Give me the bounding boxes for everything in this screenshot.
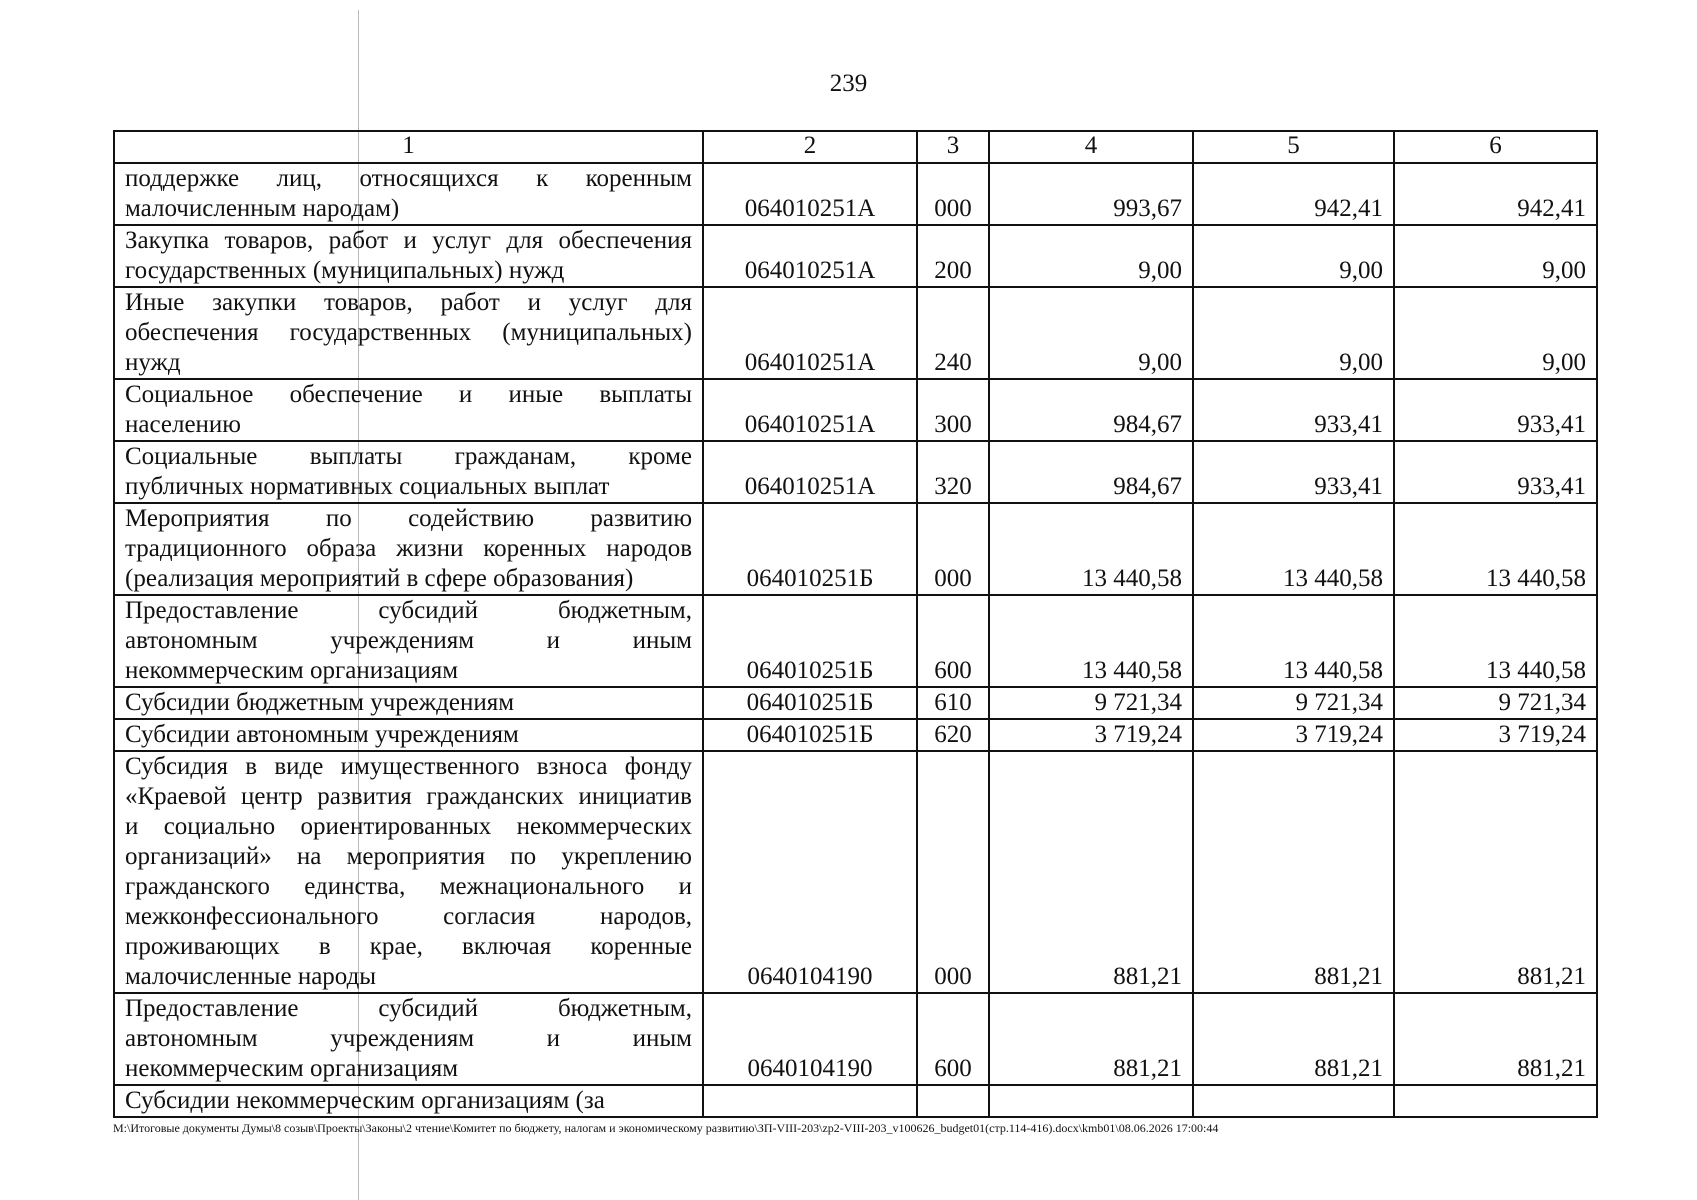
table-row [114, 595, 1597, 687]
description-line: межконфессионального согласия народов, [125, 903, 692, 930]
column-header-4: 4 [989, 131, 1193, 163]
description-line: «Краевой центр развития гражданских инициатив [125, 783, 692, 810]
page-number: 239 [829, 70, 868, 97]
row-target-code: 064010251А [703, 441, 917, 503]
description-line: проживающих в крае, включая коренные [125, 933, 692, 960]
row-expense-type: 320 [917, 441, 989, 503]
description-line: гражданского единства, межнационального и [125, 873, 692, 900]
row-target-code: 064010251А [703, 287, 917, 379]
description-line: населению [125, 411, 241, 438]
table-row [114, 441, 1597, 503]
row-amount-col4: 13 440,58 [989, 595, 1193, 687]
description-line: Предоставление субсидий бюджетным, [125, 995, 692, 1022]
description-line: автономным учреждениям и иным [125, 1025, 692, 1052]
row-amount-col5: 9 721,34 [1193, 687, 1394, 719]
row-amount-col4: 881,21 [989, 993, 1193, 1085]
row-expense-type: 000 [917, 751, 989, 993]
description-line: Субсидии автономным учреждениям [125, 721, 519, 748]
row-amount-col6: 9 721,34 [1394, 687, 1597, 719]
row-description [114, 441, 703, 503]
description-line: Субсидии некоммерческим организациям (за [125, 1087, 605, 1114]
description-line: некоммерческим организациям [125, 657, 459, 684]
table-row [114, 993, 1597, 1085]
description-line: Закупка товаров, работ и услуг для обеспечения [125, 227, 692, 254]
row-amount-col5: 933,41 [1193, 441, 1394, 503]
table-row [114, 503, 1597, 595]
row-expense-type: 610 [917, 687, 989, 719]
description-line: малочисленным народам) [125, 195, 400, 222]
description-line: (реализация мероприятий в сфере образования) [125, 565, 634, 592]
row-amount-col5: 881,21 [1193, 751, 1394, 993]
row-description [114, 595, 703, 687]
row-amount-col6: 881,21 [1394, 993, 1597, 1085]
table-row [114, 287, 1597, 379]
row-target-code: 064010251Б [703, 595, 917, 687]
row-amount-col4: 984,67 [989, 441, 1193, 503]
column-header-6: 6 [1394, 131, 1597, 163]
row-amount-col6: 13 440,58 [1394, 503, 1597, 595]
row-description [114, 379, 703, 441]
row-expense-type: 600 [917, 595, 989, 687]
description-line: некоммерческим организациям [125, 1055, 459, 1082]
row-amount-col5: 13 440,58 [1193, 595, 1394, 687]
description-line: организаций» на мероприятия по укреплению [125, 843, 692, 870]
row-amount-col5: 933,41 [1193, 379, 1394, 441]
row-description [114, 503, 703, 595]
row-description [114, 225, 703, 287]
table-row [114, 1085, 1597, 1117]
row-amount-col6: 881,21 [1394, 751, 1597, 993]
row-amount-col6: 3 719,24 [1394, 719, 1597, 751]
row-amount-col6 [1394, 1085, 1597, 1117]
row-target-code: 064010251Б [703, 687, 917, 719]
row-amount-col4: 9,00 [989, 287, 1193, 379]
row-amount-col5: 9,00 [1193, 287, 1394, 379]
row-amount-col5: 3 719,24 [1193, 719, 1394, 751]
row-expense-type [917, 1085, 989, 1117]
row-expense-type: 620 [917, 719, 989, 751]
description-line: нужд [125, 349, 181, 376]
row-target-code: 064010251А [703, 379, 917, 441]
row-amount-col4: 9 721,34 [989, 687, 1193, 719]
table-row [114, 751, 1597, 993]
column-header-1: 1 [114, 131, 703, 163]
row-target-code: 064010251Б [703, 719, 917, 751]
row-amount-col6: 942,41 [1394, 163, 1597, 225]
description-line: традиционного образа жизни коренных народов [125, 535, 692, 562]
row-description [114, 287, 703, 379]
row-expense-type: 300 [917, 379, 989, 441]
row-amount-col4: 13 440,58 [989, 503, 1193, 595]
row-description [114, 687, 703, 719]
row-expense-type: 000 [917, 163, 989, 225]
row-amount-col4: 3 719,24 [989, 719, 1193, 751]
column-header-2: 2 [703, 131, 917, 163]
description-line: Мероприятия по содействию развитию [125, 505, 692, 532]
description-line: Иные закупки товаров, работ и услуг для [125, 289, 692, 316]
table-row [114, 163, 1597, 225]
row-description [114, 993, 703, 1085]
description-line: обеспечения государственных (муниципальных) [125, 319, 692, 346]
column-header-3: 3 [917, 131, 989, 163]
description-line: малочисленные народы [125, 963, 377, 990]
document-path-footer: M:\Итоговые документы Думы\8 созыв\Проекты\Законы\2 чтение\Комитет по бюджету, налогам и экономическому развитию\ЗП-VIII-203\zp2-VIII-203_v100626_budget01(стр.114-416).docx\kmb01\08.06.2026 17:00:44 [113, 1121, 1219, 1135]
row-amount-col6: 933,41 [1394, 379, 1597, 441]
description-line: публичных нормативных социальных выплат [125, 473, 610, 500]
description-line: Социальное обеспечение и иные выплаты [125, 381, 692, 408]
row-target-code [703, 1085, 917, 1117]
description-line: и социально ориентированных некоммерческих [125, 813, 692, 840]
table-row [114, 379, 1597, 441]
description-line: государственных (муниципальных) нужд [125, 257, 565, 284]
row-amount-col4 [989, 1085, 1193, 1117]
description-line: Субсидии бюджетным учреждениям [125, 689, 515, 716]
row-target-code: 0640104190 [703, 993, 917, 1085]
description-line: Субсидия в виде имущественного взноса фонду [125, 753, 692, 780]
row-amount-col4: 881,21 [989, 751, 1193, 993]
row-amount-col5: 9,00 [1193, 225, 1394, 287]
table-row [114, 719, 1597, 751]
row-target-code: 064010251А [703, 163, 917, 225]
row-target-code: 0640104190 [703, 751, 917, 993]
row-description [114, 719, 703, 751]
table-row [114, 225, 1597, 287]
description-line: Социальные выплаты гражданам, кроме [125, 443, 692, 470]
row-description [114, 751, 703, 993]
description-line: автономным учреждениям и иным [125, 627, 692, 654]
row-amount-col4: 984,67 [989, 379, 1193, 441]
row-description [114, 163, 703, 225]
row-amount-col6: 9,00 [1394, 287, 1597, 379]
row-amount-col5: 942,41 [1193, 163, 1394, 225]
table-row [114, 687, 1597, 719]
row-amount-col6: 9,00 [1394, 225, 1597, 287]
row-amount-col6: 933,41 [1394, 441, 1597, 503]
description-line: поддержке лиц, относящихся к коренным [125, 165, 692, 192]
row-description [114, 1085, 703, 1117]
description-line: Предоставление субсидий бюджетным, [125, 597, 692, 624]
row-amount-col5: 881,21 [1193, 993, 1394, 1085]
row-expense-type: 600 [917, 993, 989, 1085]
column-header-5: 5 [1193, 131, 1394, 163]
row-target-code: 064010251Б [703, 503, 917, 595]
row-amount-col4: 9,00 [989, 225, 1193, 287]
row-expense-type: 000 [917, 503, 989, 595]
budget-table [113, 130, 1598, 1118]
row-expense-type: 200 [917, 225, 989, 287]
row-amount-col6: 13 440,58 [1394, 595, 1597, 687]
row-target-code: 064010251А [703, 225, 917, 287]
row-expense-type: 240 [917, 287, 989, 379]
row-amount-col5: 13 440,58 [1193, 503, 1394, 595]
table-header-row [114, 131, 1597, 163]
row-amount-col5 [1193, 1085, 1394, 1117]
row-amount-col4: 993,67 [989, 163, 1193, 225]
